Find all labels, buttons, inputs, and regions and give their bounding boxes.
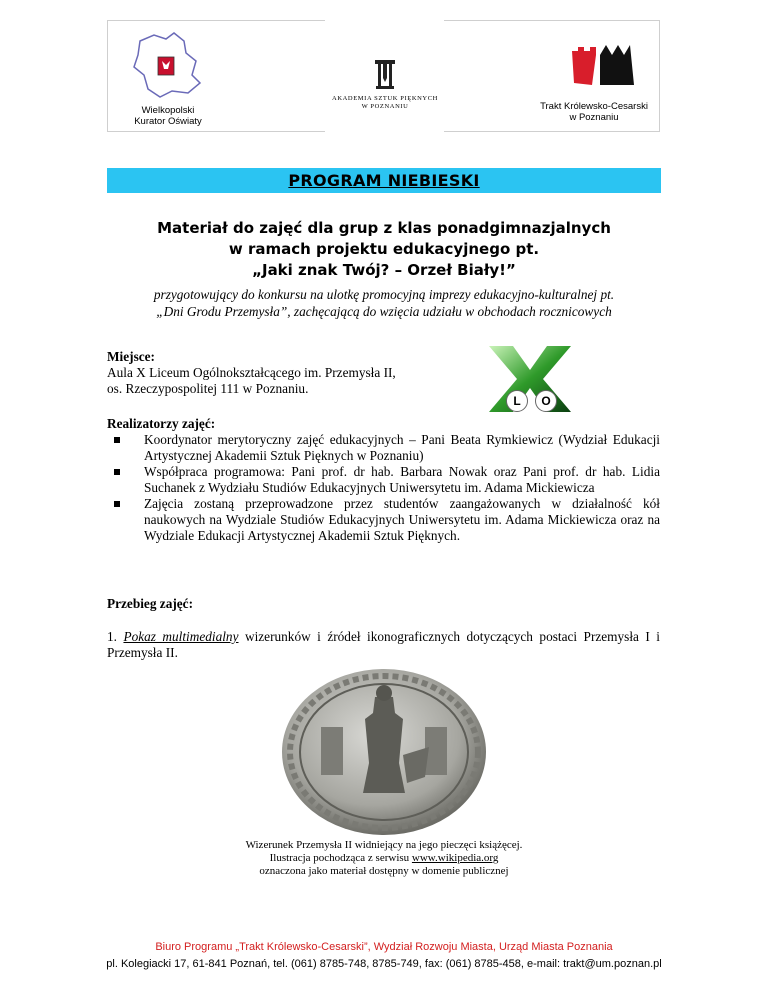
intro-line2: „Dni Grodu Przemysła”, zachęcającą do wzięcia udziału w obchodach rocznicowych: [156, 304, 612, 319]
list-item-text: Współpraca programowa: Pani prof. dr hab. Barbara Nowak oraz Pani prof. dr hab. Lidia Suchanek z Wydziału Studiów Edukacyjnych Uniwersytetu im. Adama Mickiewicza: [144, 464, 660, 495]
intro-text: [100, 286, 668, 320]
course-item: [107, 629, 660, 661]
multimedia-link[interactable]: Pokaz multimedialny: [123, 629, 239, 644]
seal-caption-line2-text: Ilustracja pochodząca z serwisu: [269, 852, 412, 864]
kurator-caption: [108, 105, 228, 127]
list-item-text: Zajęcia zostaną przeprowadzone przez studentów zaangażowanych w działalność kół naukowych na Wydziale Studiów Edukacyjnych Uniwersytetu im. Adama Mickiewicza oraz na Wydziale Edukacji Artystycznej Akademii Sztuk Pięknych.: [144, 496, 660, 543]
seal-image: [279, 667, 489, 837]
asp-logo-box: [330, 20, 440, 130]
organizers-heading: Realizatorzy zajęć:: [107, 416, 216, 431]
seal-caption-line3: oznaczona jako materiał dostępny w domenie publicznej: [259, 865, 509, 877]
kurator-logo-box: [107, 20, 325, 132]
asp-caption-line2: W POZNANIU: [361, 103, 409, 110]
program-banner: PROGRAM NIEBIESKI: [107, 168, 661, 193]
list-item: [107, 464, 660, 496]
trakt-caption: [530, 101, 658, 123]
subtitle-line1: Materiał do zajęć dla grup z klas ponadgimnazjalnych: [157, 219, 611, 237]
subtitle: [107, 218, 661, 281]
trakt-logo-box: [444, 20, 660, 132]
xlo-logo: [485, 346, 575, 412]
place-heading: Miejsce:: [107, 349, 155, 364]
course-item-number: 1.: [107, 629, 117, 644]
place-line2: os. Rzeczypospolitej 111 w Poznaniu.: [107, 381, 309, 396]
seal-caption-line1: Wizerunek Przemysła II widniejący na jego pieczęci książęcej.: [245, 839, 523, 851]
intro-line1: przygotowujący do konkursu na ulotkę promocyjną imprezy edukacyjno-kulturalnej pt.: [153, 287, 615, 302]
xlo-o-badge: O: [535, 390, 557, 412]
organizers-section: [107, 416, 660, 544]
xlo-l-badge: L: [506, 390, 528, 412]
footer-address: pl. Kolegiacki 17, 61-841 Poznań, tel. (061) 8785-748, 8785-749, fax: (061) 8785-458, e-mail: trakt@um.poznan.pl: [106, 958, 662, 970]
xlo-x-graphic: [485, 346, 575, 412]
trakt-castle-logo: [570, 43, 636, 87]
trakt-caption-line1: Trakt Królewsko-Cesarski: [540, 101, 648, 112]
course-item-text: wizerunków i źródeł ikonograficznych dotyczących postaci Przemysła I i Przemysła II.: [107, 629, 660, 660]
list-item-text: Koordynator merytoryczny zajęć edukacyjnych – Pani Beata Rymkiewicz (Wydział Edukacji Artystycznej Akademii Sztuk Pięknych w Poznaniu): [144, 432, 660, 463]
course-heading: Przebieg zajęć:: [107, 596, 194, 611]
asp-column-logo: [374, 58, 396, 92]
seal-caption: [150, 839, 618, 878]
subtitle-line2: w ramach projektu edukacyjnego pt.: [228, 240, 540, 258]
organizers-list: [107, 432, 660, 544]
bullet-icon: [114, 469, 120, 475]
footer-office: Biuro Programu „Trakt Królewsko-Cesarski”, Wydział Rozwoju Miasta, Urząd Miasta Poznania: [155, 941, 613, 953]
place-line1: Aula X Liceum Ogólnokształcącego im. Przemysła II,: [107, 365, 396, 380]
list-item: [107, 432, 660, 464]
asp-caption: [330, 95, 440, 111]
subtitle-line3: „Jaki znak Twój? – Orzeł Biały!”: [252, 261, 516, 279]
seal-caption-line2: [150, 852, 618, 865]
kurator-caption-line2: Kurator Oświaty: [134, 116, 202, 127]
bullet-icon: [114, 501, 120, 507]
trakt-caption-line2: w Poznaniu: [569, 112, 619, 123]
kurator-caption-line1: Wielkopolski: [141, 105, 195, 116]
bullet-icon: [114, 437, 120, 443]
asp-caption-line1: AKADEMIA SZTUK PIĘKNYCH: [332, 95, 438, 102]
list-item: [107, 496, 660, 544]
wikipedia-link[interactable]: www.wikipedia.org: [411, 852, 499, 864]
place-section: [107, 349, 467, 397]
wielkopolska-map-logo: [126, 31, 216, 101]
